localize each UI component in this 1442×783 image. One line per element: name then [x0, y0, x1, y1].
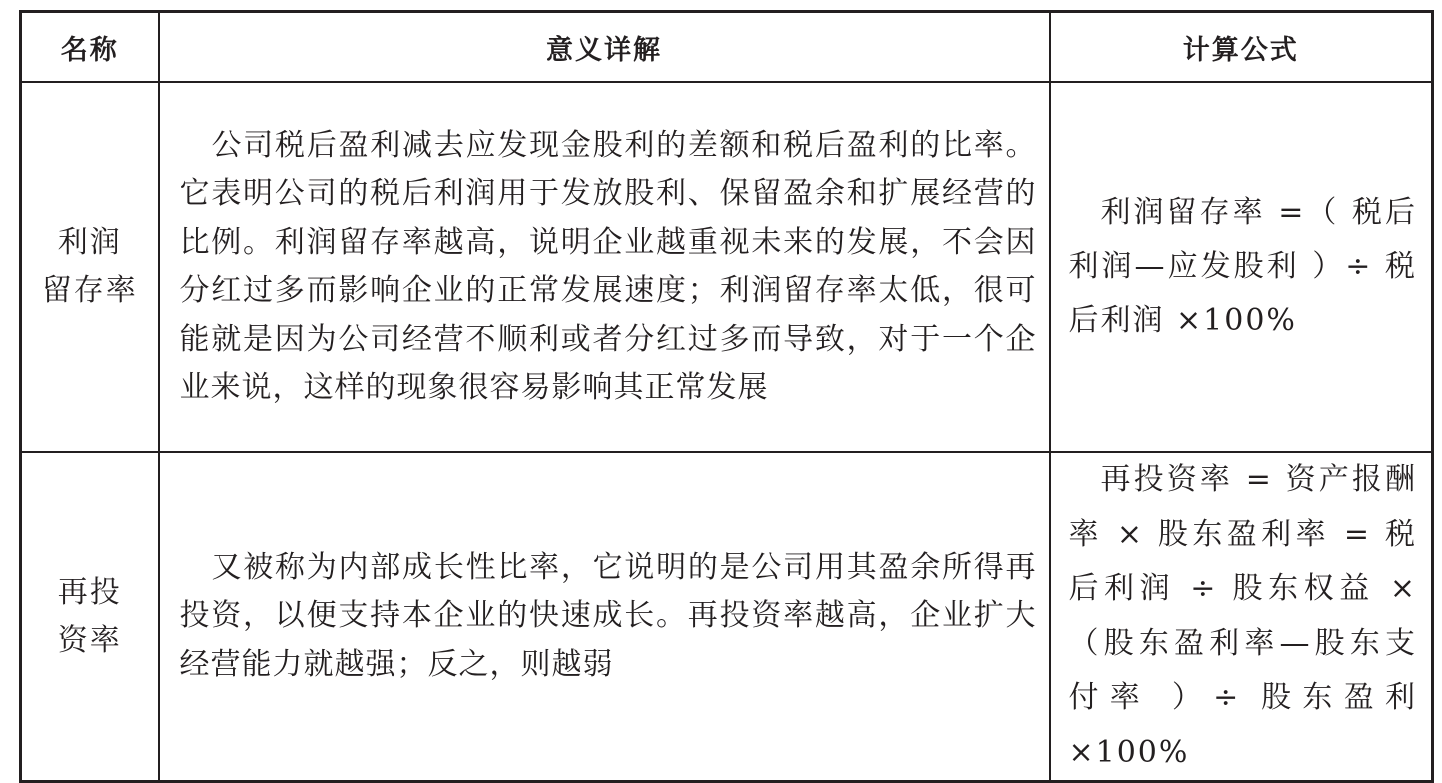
- row-description: 又被称为内部成长性比率，它说明的是公司用其盈余所得再投资，以便支持本企业的快速成长。再投资率越高，企业扩大经营能力就越强；反之，则越弱: [159, 452, 1050, 782]
- table-row: [21, 452, 1433, 782]
- row-name-line: 利润: [57, 225, 122, 260]
- row-name-cell: [21, 82, 159, 452]
- row-formula: 利润留存率 =（ 税后利润—应发股利 ）÷ 税后利润 ×100%: [1050, 82, 1433, 452]
- row-name-line: 留存率: [41, 273, 138, 308]
- indicator-table-container: [19, 10, 1431, 768]
- table-row: [21, 82, 1433, 452]
- header-name: 名称: [21, 12, 159, 83]
- table-header-row: [21, 12, 1433, 83]
- row-name-line: 资率: [57, 622, 122, 658]
- header-formula: 计算公式: [1050, 12, 1433, 83]
- row-formula: 再投资率 = 资产报酬率 × 股东盈利率 = 税后利润 ÷ 股东权益 ×（股东盈利率—股东支付率 ）÷ 股东盈利 ×100%: [1050, 452, 1433, 782]
- row-name-line: 再投: [57, 574, 122, 610]
- indicator-table: [19, 10, 1434, 783]
- row-name-cell: [21, 452, 159, 782]
- row-description: 公司税后盈利减去应发现金股利的差额和税后盈利的比率。它表明公司的税后利润用于发放股利、保留盈余和扩展经营的比例。利润留存率越高，说明企业越重视未来的发展，不会因分红过多而影响企业的正常发展速度；利润留存率太低，很可能就是因为公司经营不顺利或者分红过多而导致，对于一个企业来说，这样的现象很容易影响其正常发展: [159, 82, 1050, 452]
- header-meaning: 意义详解: [159, 12, 1050, 83]
